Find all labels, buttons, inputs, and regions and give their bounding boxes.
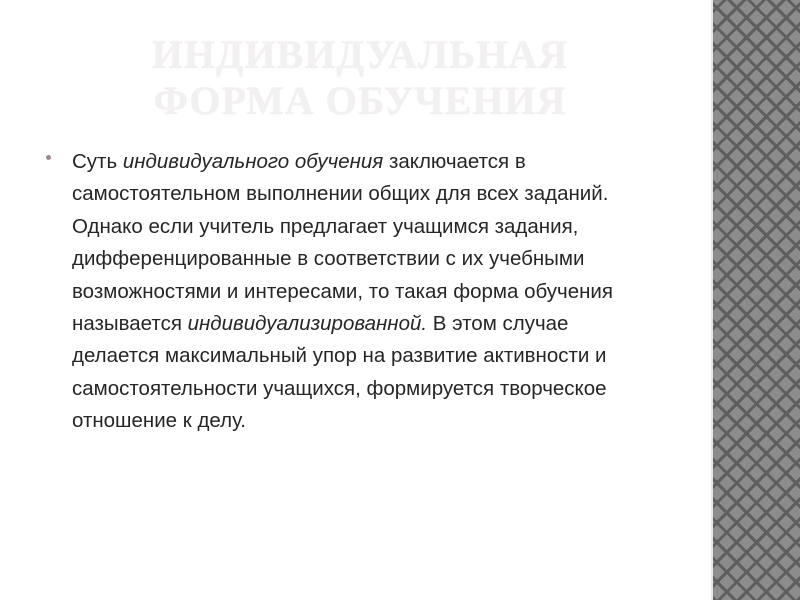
text-segment: Суть bbox=[72, 150, 123, 173]
bullet-dot-icon bbox=[46, 155, 51, 160]
italic-term-individualized: индивидуализированной. bbox=[187, 312, 428, 336]
italic-term-individual-learning: индивидуального обучения bbox=[122, 150, 384, 173]
decorative-pattern-strip bbox=[711, 0, 800, 600]
text-segment: заключается в самостоятельном выполнении общих для всех заданий. Однако если учитель предлагает учащимся задания, дифференцированные в соответствии с их учебными возможностями и интересами, то такая форма обучения называется bbox=[72, 150, 613, 336]
slide-title-line-1: ИНДИВИДУАЛЬНАЯ bbox=[151, 32, 569, 77]
text-segment: В этом случае делается максимальный упор на развитие активности и самостоятельности учащихся, формируется творческое отношение к делу. bbox=[72, 312, 607, 433]
slide-title-line-2: ФОРМА ОБУЧЕНИЯ bbox=[153, 78, 567, 123]
bullet-paragraph bbox=[72, 146, 660, 438]
slide-title bbox=[40, 32, 680, 124]
slide-body bbox=[46, 146, 660, 438]
